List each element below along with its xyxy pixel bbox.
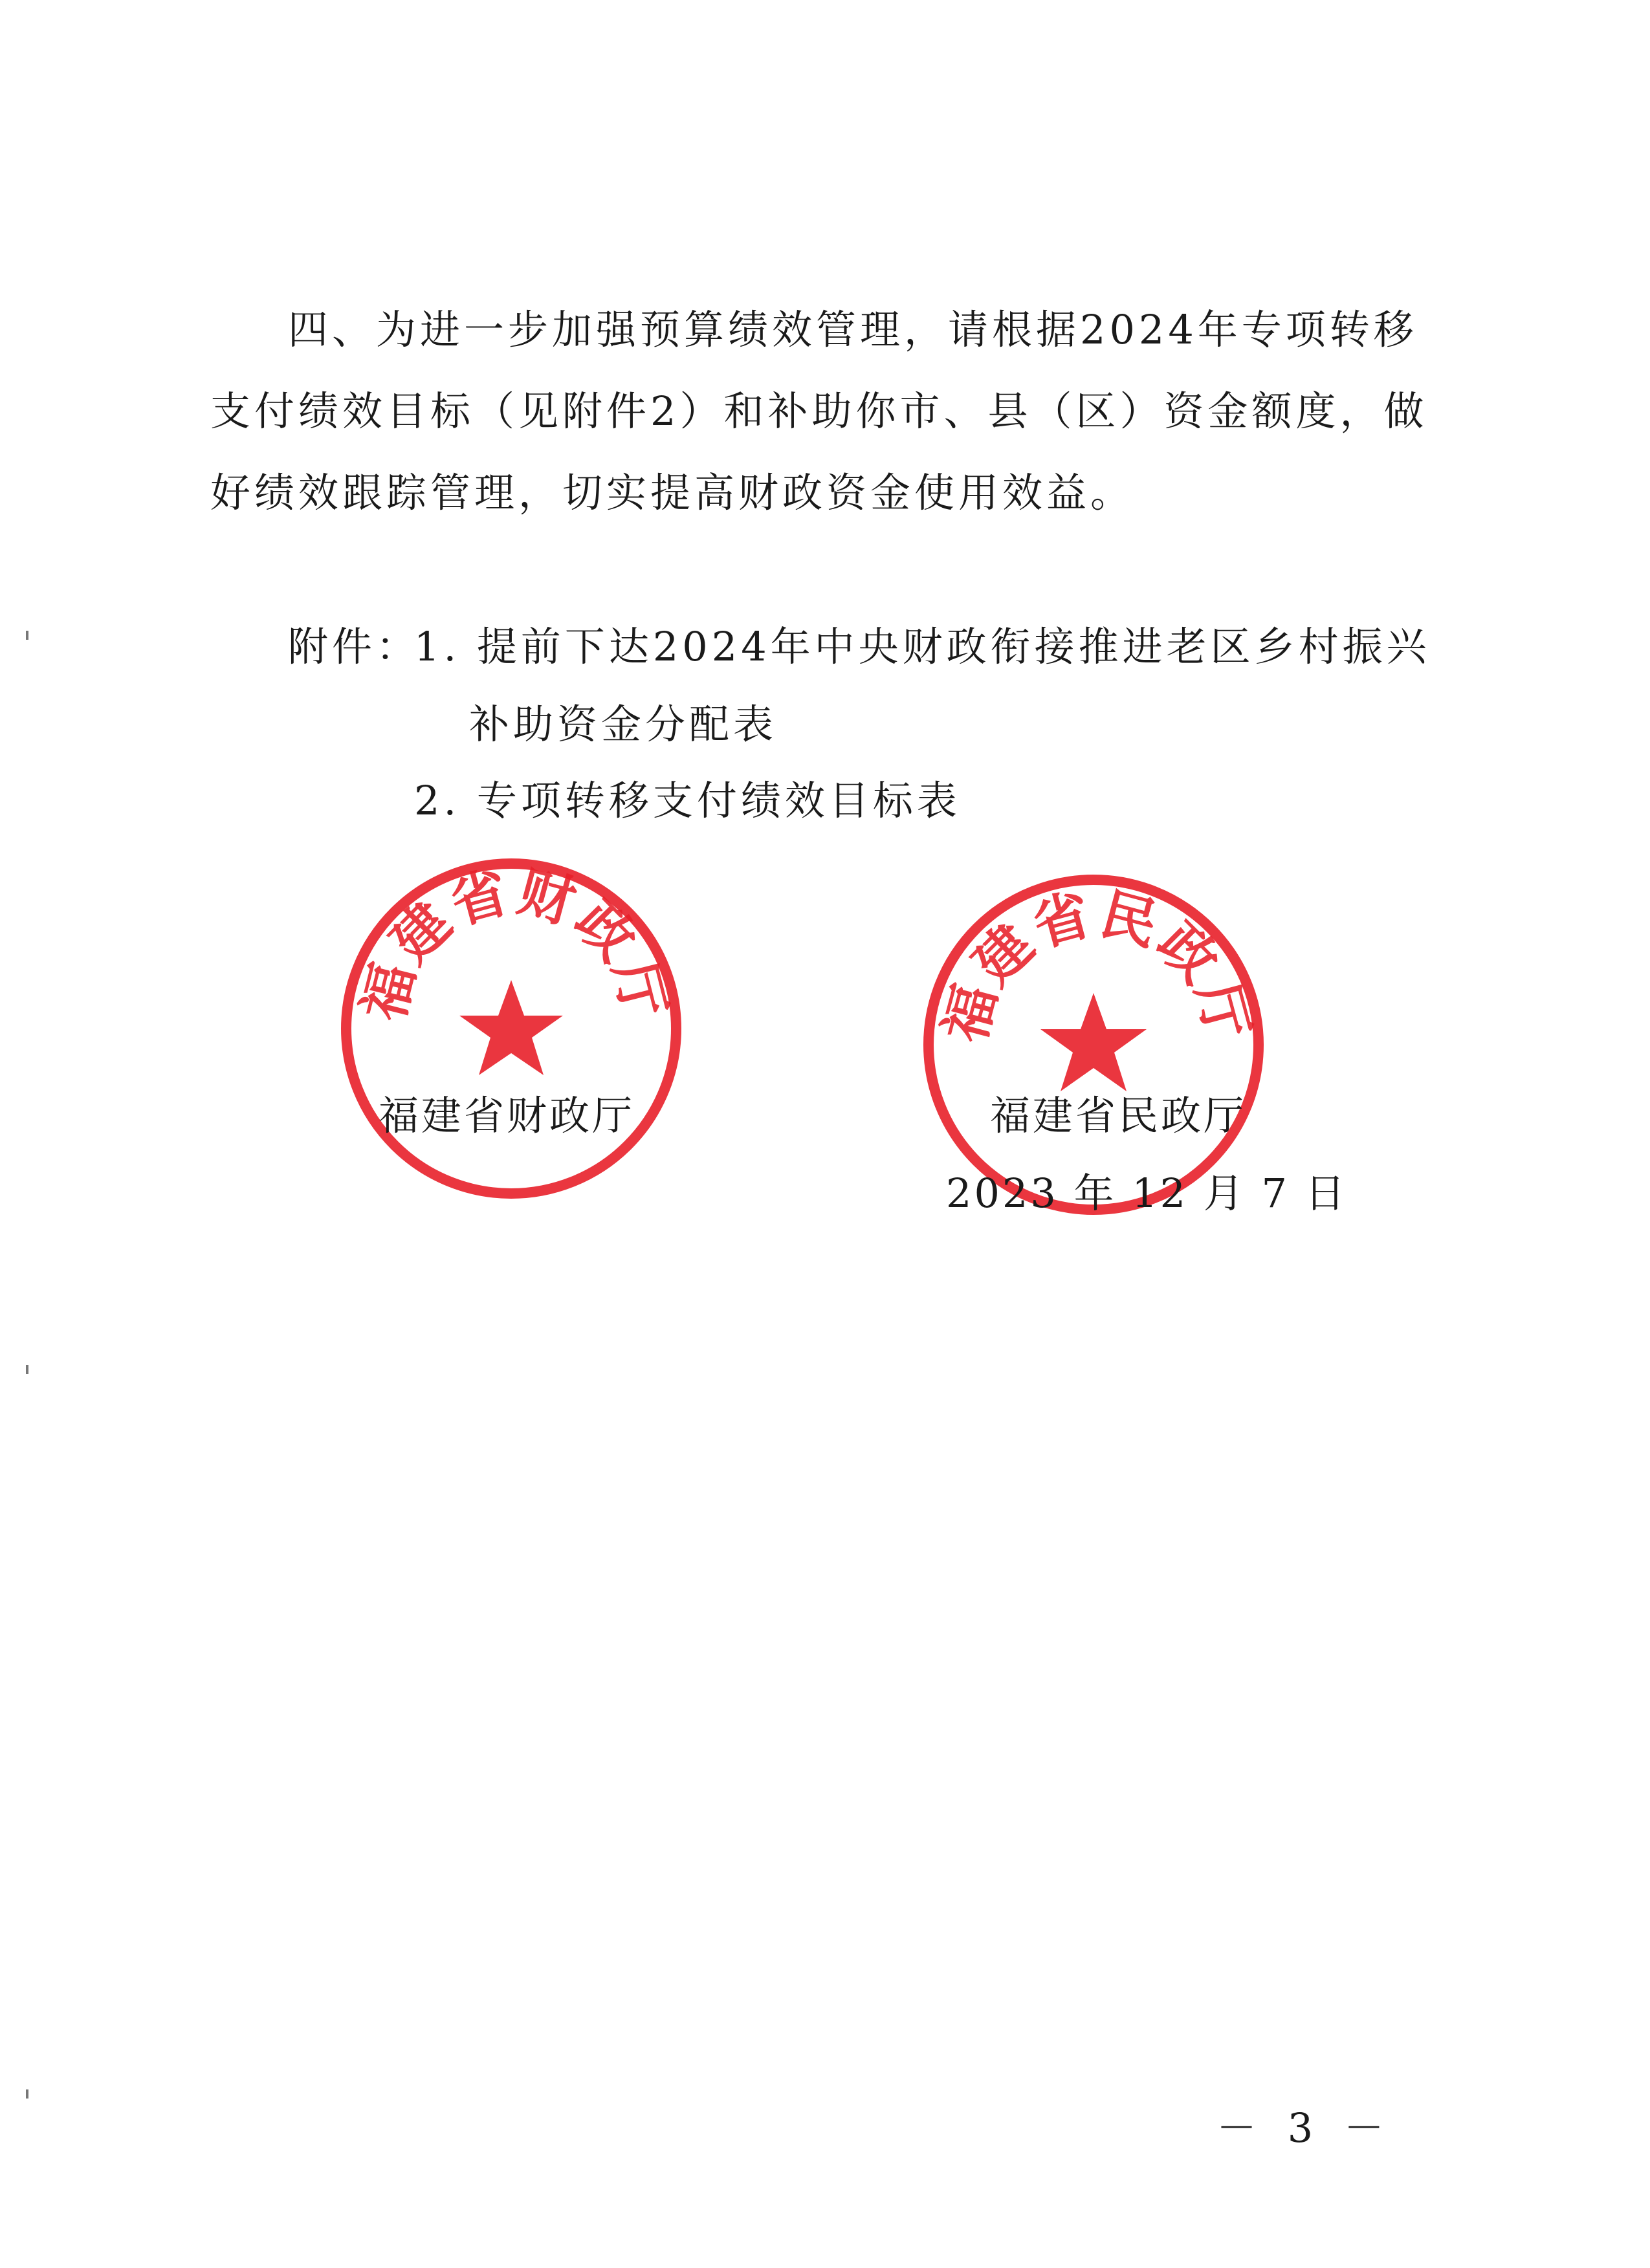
paragraph-line-1: 四、为进一步加强预算绩效管理，请根据2024年专项转移 bbox=[288, 306, 1418, 353]
issue-date: 2023 年 12 月 7 日 bbox=[946, 1170, 1348, 1217]
attachment-item-2: 2. 专项转移支付绩效目标表 bbox=[414, 777, 961, 824]
scan-mark bbox=[26, 1365, 28, 1374]
scan-mark bbox=[26, 631, 28, 640]
attachment-item-1-continued: 补助资金分配表 bbox=[469, 701, 778, 748]
paragraph-line-3: 好绩效跟踪管理，切实提高财政资金使用效益。 bbox=[210, 469, 1135, 516]
finance-department-seal bbox=[336, 854, 686, 1203]
paragraph-line-2: 支付绩效目标（见附件2）和补助你市、县（区）资金额度，做 bbox=[210, 387, 1428, 435]
left-seal-ring-text: 福建省财政厅 bbox=[351, 859, 678, 1027]
attachment-item-1: 1. 提前下达2024年中央财政衔接推进老区乡村振兴 bbox=[414, 623, 1431, 670]
attachments-label: 附件： bbox=[288, 623, 421, 670]
right-signer: 福建省民政厅 bbox=[990, 1092, 1247, 1139]
scan-mark bbox=[26, 2089, 28, 2099]
right-seal-ring-text: 福建省民政厅 bbox=[932, 881, 1262, 1049]
civil-affairs-department-seal bbox=[919, 870, 1268, 1219]
left-signer: 福建省财政厅 bbox=[379, 1092, 635, 1139]
page-number: － 3 － bbox=[1216, 2104, 1393, 2152]
